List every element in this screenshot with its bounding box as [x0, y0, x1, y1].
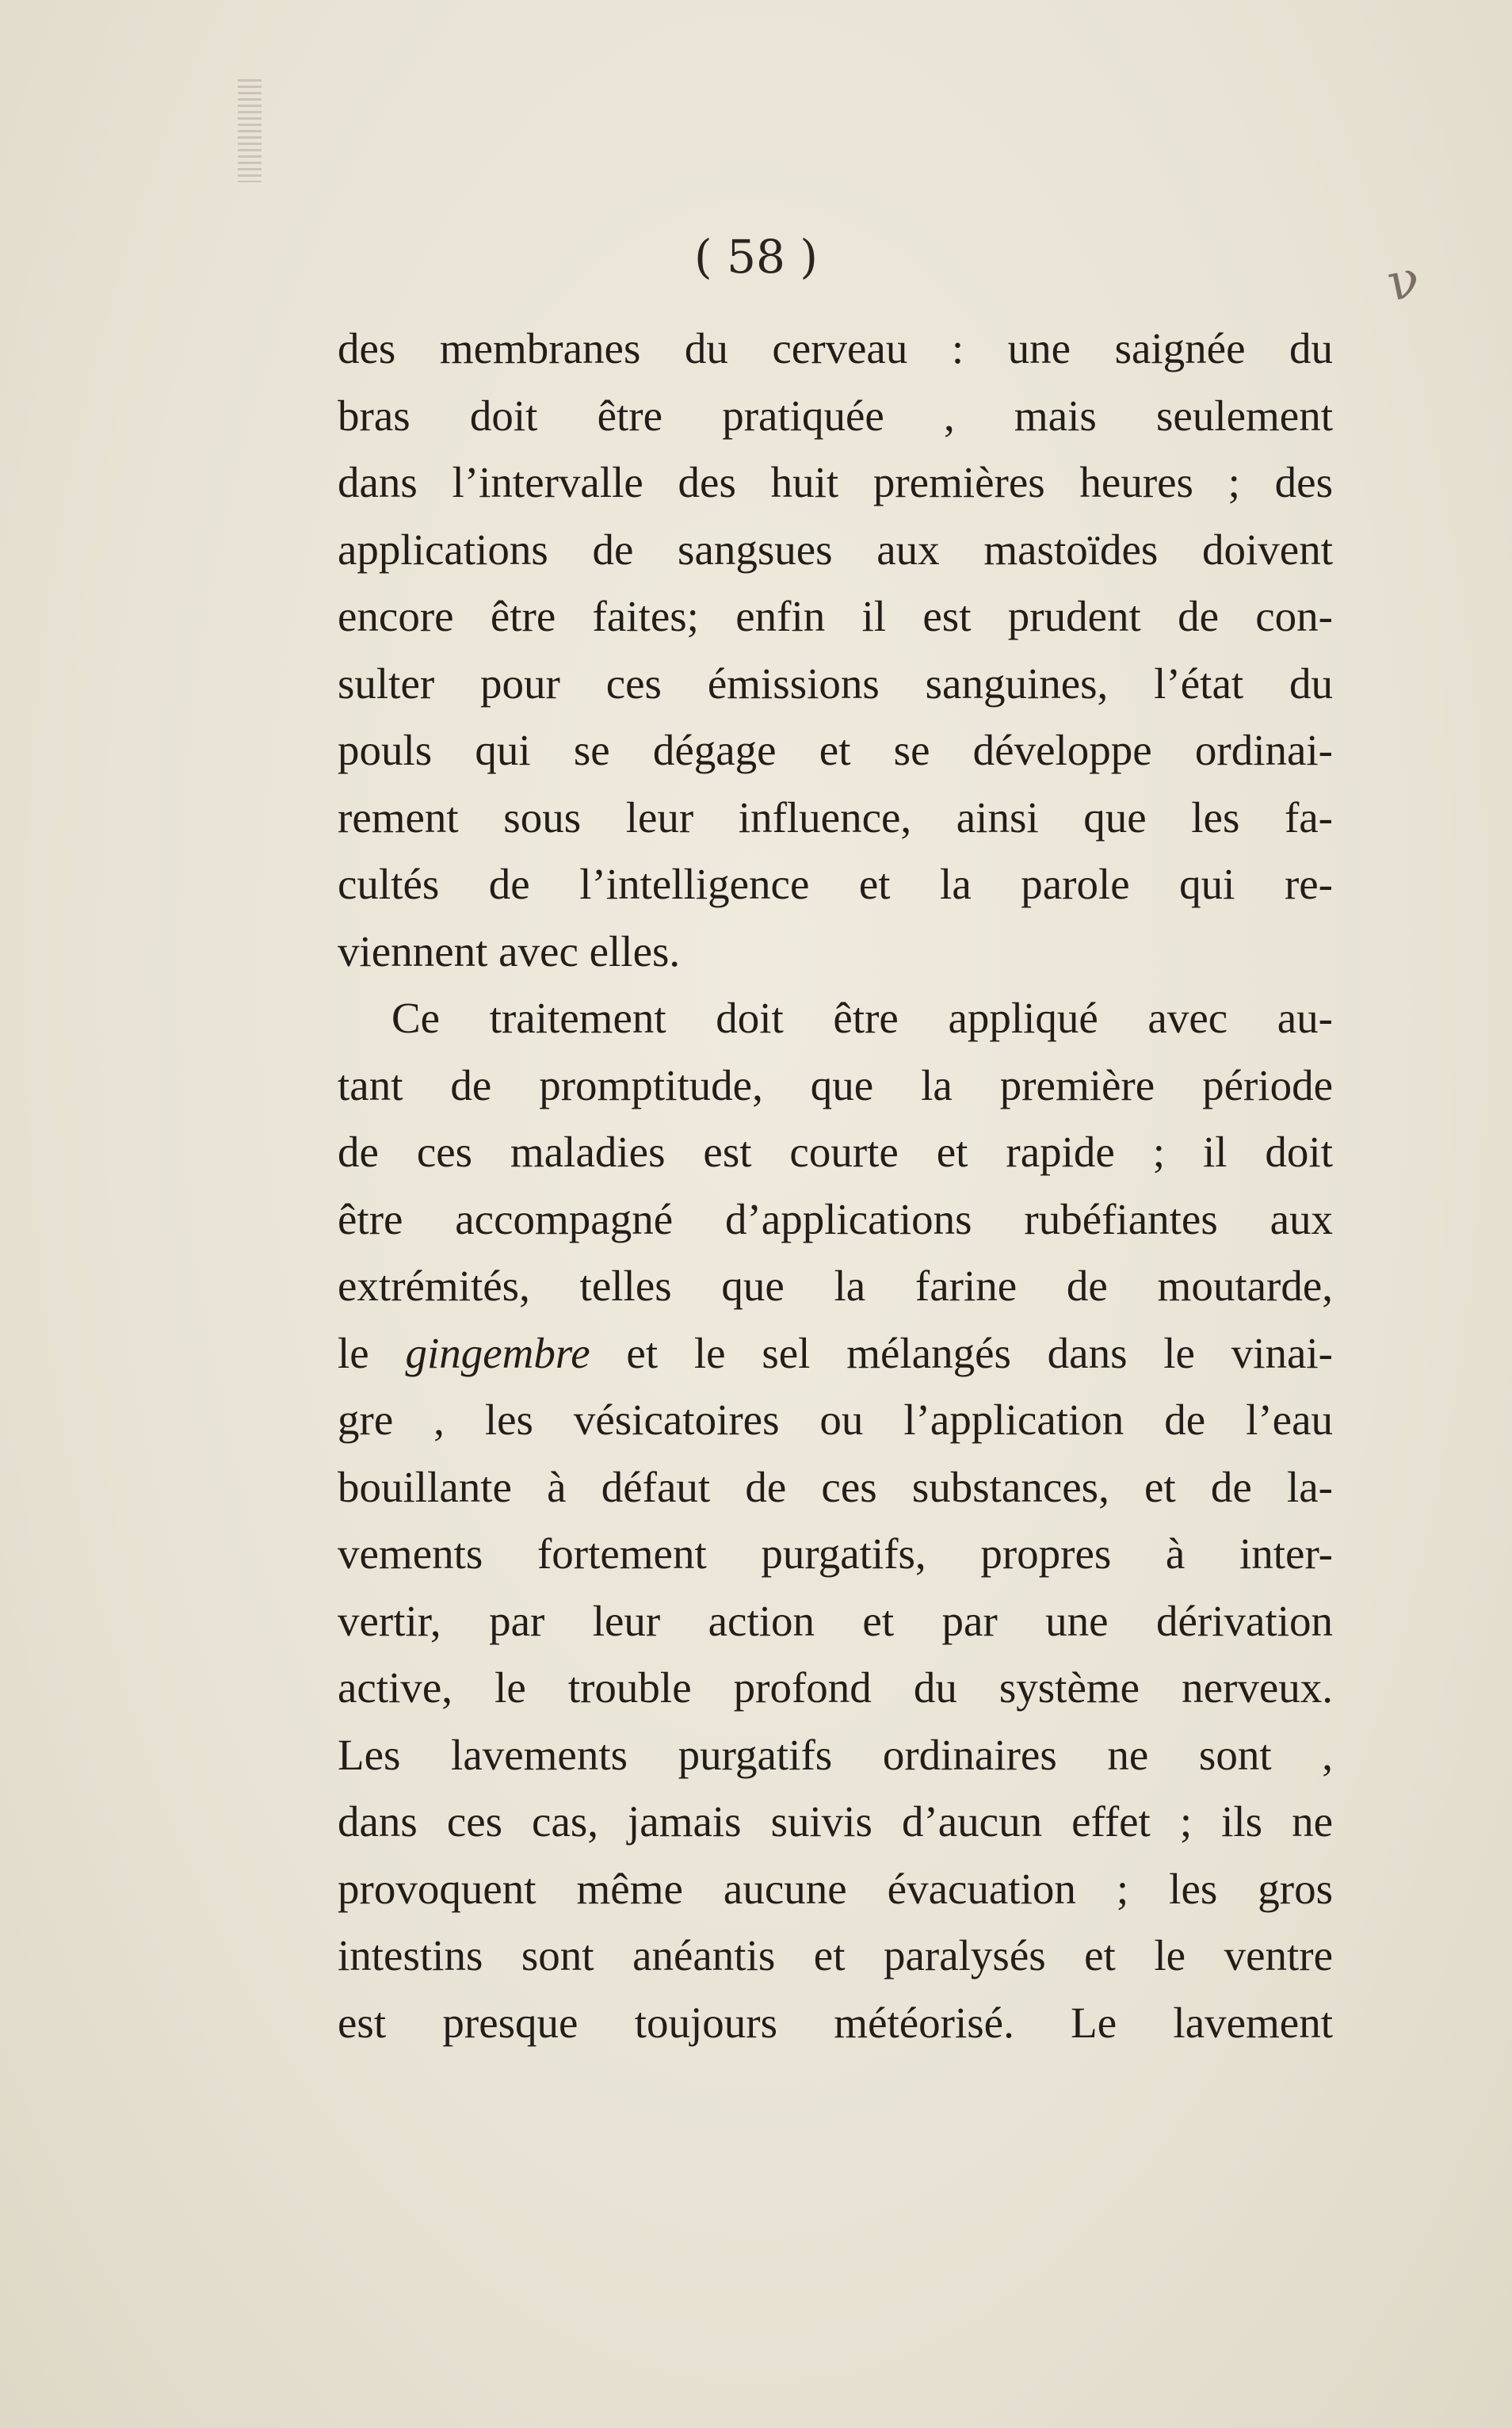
text-line: provoquent même aucune évacuation ; les gros	[338, 1864, 1333, 1913]
italic-word: gingembre	[405, 1328, 590, 1377]
text-line: encore être faites; enfin il est prudent de con-	[338, 592, 1333, 640]
text-segment: le	[338, 1328, 406, 1377]
text-line: dans ces cas, jamais suivis d’aucun effet ; ils ne	[338, 1797, 1333, 1846]
text-line: de ces maladies est courte et rapide ; il doit	[338, 1128, 1333, 1176]
text-line: cultés de l’intelligence et la parole qui re-	[338, 860, 1333, 908]
text-segment: et le sel mélangés dans le vinai-	[590, 1328, 1333, 1377]
text-line: des membranes du cerveau : une saignée du	[338, 324, 1333, 372]
text-line: tant de promptitude, que la première période	[338, 1060, 1333, 1109]
text-line-mixed	[338, 1320, 1333, 1388]
text-line: gre , les vésicatoires ou l’application de l’eau	[338, 1395, 1333, 1444]
body-text	[338, 315, 1333, 2056]
binding-mark	[238, 79, 262, 182]
text-line: bouillante à défaut de ces substances, et de la-	[338, 1462, 1333, 1511]
text-line: sulter pour ces émissions sanguines, l’état du	[338, 659, 1333, 708]
text-line: vertir, par leur action et par une dérivation	[338, 1596, 1333, 1645]
text-line: Ce traitement doit être appliqué avec au-	[391, 994, 1333, 1042]
text-line: extrémités, telles que la farine de moutarde,	[338, 1262, 1333, 1310]
text-line: Les lavements purgatifs ordinaires ne sont ,	[338, 1730, 1333, 1779]
text-line: rement sous leur influence, ainsi que les fa-	[338, 792, 1333, 842]
text-line: intestins sont anéantis et paralysés et le ventre	[338, 1931, 1333, 1979]
text-line: vements fortement purgatifs, propres à inter-	[338, 1529, 1333, 1578]
pencil-annotation: ν	[1382, 249, 1426, 314]
text-line: être accompagné d’applications rubéfiantes aux	[338, 1194, 1333, 1243]
text-line: viennent avec elles.	[338, 926, 681, 975]
text-line: dans l’intervalle des huit premières heures ; des	[338, 458, 1333, 506]
text-line: applications de sangsues aux mastoïdes doivent	[338, 525, 1333, 574]
page-number: ( 58 )	[694, 230, 818, 284]
text-line: pouls qui se dégage et se développe ordinai-	[338, 726, 1333, 774]
text-line: active, le trouble profond du système nerveux.	[338, 1663, 1333, 1712]
text-line: bras doit être pratiquée , mais seulement	[338, 391, 1333, 440]
text-line: est presque toujours météorisé. Le lavement	[338, 1998, 1333, 2047]
